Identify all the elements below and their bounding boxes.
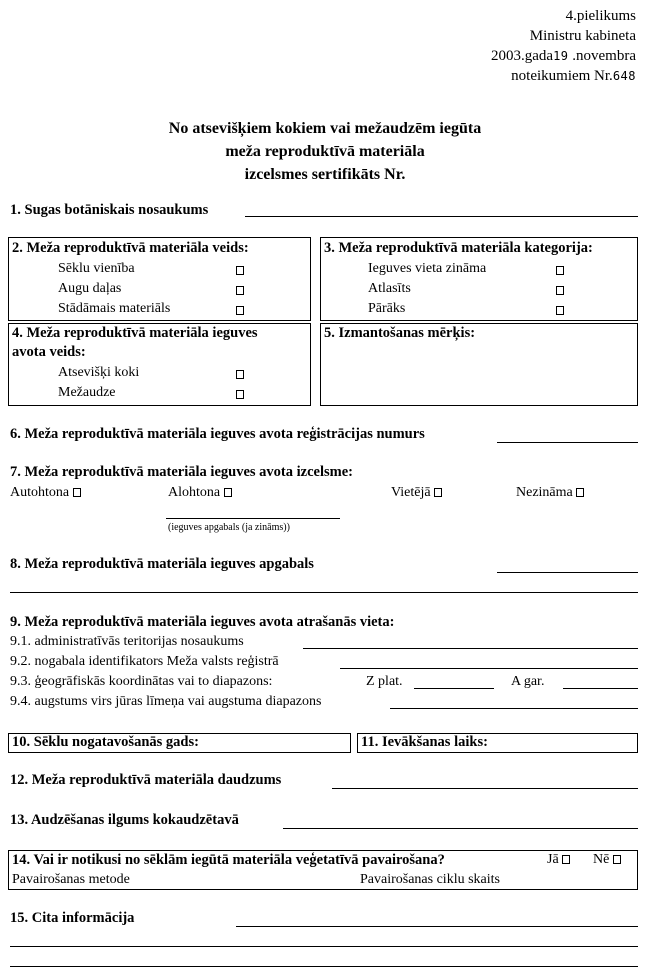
nursery-duration-line[interactable]: [283, 828, 638, 829]
registration-number-line[interactable]: [497, 442, 638, 443]
collection-time-label: 11. Ievākšanas laiks:: [361, 734, 488, 750]
option-superior: Pārāks: [368, 301, 406, 316]
source-type-label-1: 4. Meža reproduktīvā materiāla ieguves: [12, 325, 258, 341]
checkbox-no[interactable]: [613, 855, 621, 864]
origin-label: 7. Meža reproduktīvā materiāla ieguves avota izcelsme:: [10, 464, 353, 480]
option-source-identified: Ieguves vieta zināma: [368, 261, 487, 276]
checkbox-indigenous[interactable]: [434, 488, 442, 497]
checkbox-plant-parts[interactable]: [236, 286, 244, 295]
option-planting-stock: Stādāmais materiāls: [58, 301, 171, 316]
option-non-autochthonous: Alohtona: [168, 485, 232, 501]
checkbox-stand[interactable]: [236, 390, 244, 399]
other-info-line-3[interactable]: [10, 966, 638, 967]
other-info-label: 15. Cita informācija: [10, 910, 135, 926]
checkbox-planting-stock[interactable]: [236, 306, 244, 315]
checkbox-yes[interactable]: [562, 855, 570, 864]
other-info-line-2[interactable]: [10, 946, 638, 947]
material-type-label: 2. Meža reproduktīvā materiāla veids:: [12, 240, 249, 256]
annex-number: 4.pielikums: [565, 8, 636, 24]
title-line-3: izcelsmes sertifikāts Nr.: [244, 166, 406, 183]
vegetative-propagation-label: 14. Vai ir notikusi no sēklām iegūtā materiāla veģetatīvā pavairošana?: [12, 852, 445, 868]
quantity-line[interactable]: [332, 788, 638, 789]
seed-ripening-year-label: 10. Sēklu nogatavošanās gads:: [12, 734, 199, 750]
checkbox-single-trees[interactable]: [236, 370, 244, 379]
region-of-provenance-line[interactable]: [497, 572, 638, 573]
registration-number-label: 6. Meža reproduktīvā materiāla ieguves avota reģistrācijas numurs: [10, 426, 425, 442]
quantity-label: 12. Meža reproduktīvā materiāla daudzums: [10, 772, 282, 788]
provenance-line[interactable]: [166, 518, 340, 519]
compartment-id-line[interactable]: [340, 668, 638, 669]
location-label: 9. Meža reproduktīvā materiāla ieguves avota atrašanās vieta:: [10, 614, 395, 630]
propagation-method-label: Pavairošanas metode: [12, 872, 130, 887]
option-no: Nē: [593, 852, 621, 868]
species-input-line[interactable]: [245, 216, 638, 217]
option-single-trees: Atsevišķi koki: [58, 365, 140, 380]
admin-territory-label: 9.1. administratīvās teritorijas nosaukums: [10, 634, 244, 649]
option-yes: Jā: [547, 852, 570, 868]
compartment-id-label: 9.2. nogabala identifikators Meža valsts reģistrā: [10, 654, 279, 669]
category-label: 3. Meža reproduktīvā materiāla kategorija:: [324, 240, 593, 256]
option-seed-unit: Sēklu vienība: [58, 261, 135, 276]
regulation-number: noteikumiem Nr.648: [511, 68, 636, 84]
admin-territory-line[interactable]: [303, 648, 638, 649]
checkbox-non-autochthonous[interactable]: [224, 488, 232, 497]
altitude-label: 9.4. augstums virs jūras līmeņa vai augstuma diapazons: [10, 694, 322, 709]
checkbox-unknown[interactable]: [576, 488, 584, 497]
purpose-label: 5. Izmantošanas mērķis:: [324, 325, 476, 341]
longitude-line[interactable]: [563, 688, 638, 689]
latitude-line[interactable]: [414, 688, 494, 689]
option-plant-parts: Augu daļas: [58, 281, 122, 296]
coordinates-label: 9.3. ģeogrāfiskās koordinātas vai to diapazons:: [10, 674, 273, 689]
latitude-label: Z plat.: [366, 674, 403, 689]
option-indigenous: Vietējā: [391, 485, 442, 501]
provenance-note: (ieguves apgabals (ja zināms)): [168, 522, 290, 533]
region-of-provenance-label: 8. Meža reproduktīvā materiāla ieguves apgabals: [10, 556, 314, 572]
region-extra-line[interactable]: [10, 592, 638, 593]
cabinet-label: Ministru kabineta: [529, 28, 636, 44]
checkbox-superior[interactable]: [556, 306, 564, 315]
checkbox-seed-unit[interactable]: [236, 266, 244, 275]
title-line-2: meža reproduktīvā materiāla: [225, 143, 425, 160]
option-stand: Mežaudze: [58, 385, 116, 400]
option-selected: Atlasīts: [368, 281, 411, 296]
other-info-line-1[interactable]: [236, 926, 638, 927]
checkbox-source-identified[interactable]: [556, 266, 564, 275]
altitude-line[interactable]: [390, 708, 638, 709]
regulation-date: 2003.gada19 .novembra: [490, 48, 636, 64]
longitude-label: A gar.: [511, 674, 545, 689]
species-label: 1. Sugas botāniskais nosaukums: [10, 202, 209, 218]
checkbox-autochthonous[interactable]: [73, 488, 81, 497]
title-line-1: No atsevišķiem kokiem vai mežaudzēm iegūta: [168, 120, 482, 137]
option-autochthonous: Autohtona: [10, 485, 81, 501]
propagation-cycles-label: Pavairošanas ciklu skaits: [360, 872, 500, 887]
option-unknown: Nezināma: [516, 485, 584, 501]
source-type-label-2: avota veids:: [12, 344, 86, 360]
nursery-duration-label: 13. Audzēšanas ilgums kokaudzētavā: [10, 812, 239, 828]
checkbox-selected[interactable]: [556, 286, 564, 295]
